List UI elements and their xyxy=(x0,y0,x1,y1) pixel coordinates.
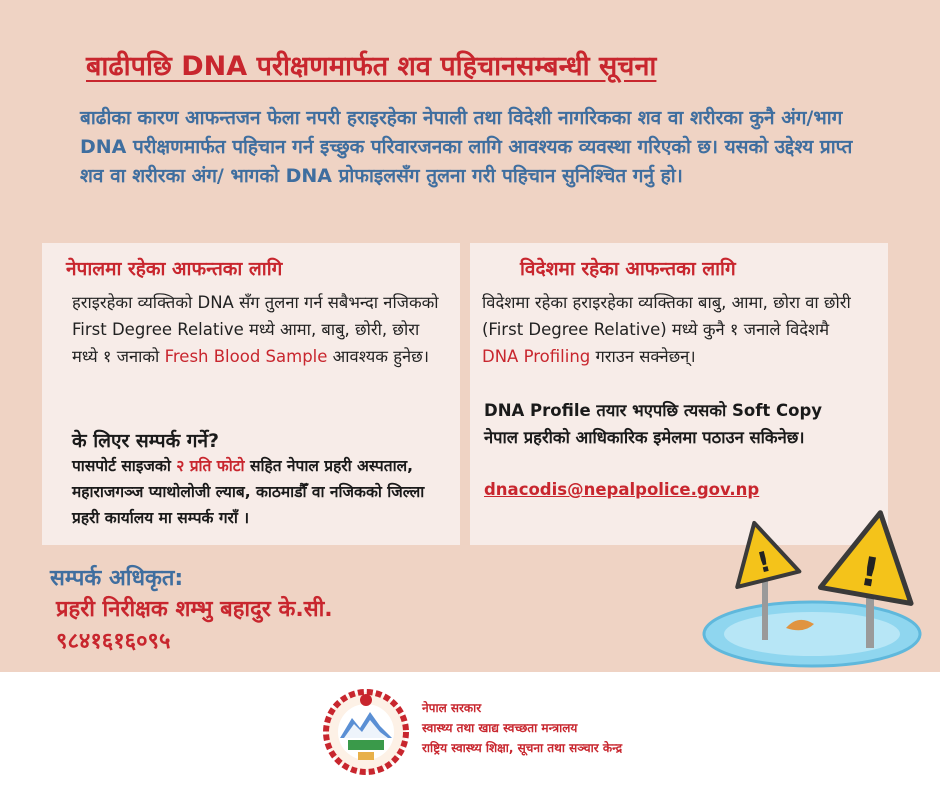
footer-ministry: स्वास्थ्य तथा खाद्य स्वच्छता मन्त्रालय xyxy=(422,721,578,735)
contact-label: सम्पर्क अधिकृत: xyxy=(50,566,184,591)
nepal-text-end: आवश्यक हुनेछ। xyxy=(327,347,429,366)
photo-highlight: २ प्रति फोटो xyxy=(176,457,245,475)
contact-name: प्रहरी निरीक्षक शम्भु बहादुर के.सी. xyxy=(56,597,333,622)
nepal-text-part: हराइरहेका व्यक्तिको DNA सँग तुलना गर्न सबैभन्दा नजिकको First Degree Relative मध्ये आमा, बाबु, छोरी, छोरा मध्ये १ जनाको xyxy=(72,293,439,366)
abroad-text-part: विदेशमा रहेका हराइरहेका व्यक्तिका बाबु, आमा, छोरा वा छोरी (First Degree Relative) मध्ये कुनै १ जनाले विदेशमै xyxy=(482,293,851,339)
contact-officer xyxy=(56,594,333,658)
bring-text-end: सहित नेपाल प्रहरी अस्पताल, महाराजगञ्ज प्याथोलोजी ल्याब, काठमाडौँ वा नजिकको जिल्ला प्रहरी कार्यालय मा सम्पर्क गराँ । xyxy=(72,457,425,527)
nepal-relatives-box xyxy=(42,243,460,545)
nepal-emblem-icon xyxy=(318,682,414,778)
bring-text-part: पासपोर्ट साइजको xyxy=(72,457,177,475)
abroad-text-end: गराउन सक्नेछन्। xyxy=(590,347,696,366)
what-to-bring-text xyxy=(72,453,452,531)
footer-gov: नेपाल सरकार xyxy=(422,701,482,715)
contact-phone: ९८४१६१६०९५ xyxy=(56,629,171,654)
svg-text:!: ! xyxy=(856,548,883,598)
abroad-box-text xyxy=(482,289,862,370)
svg-text:!: ! xyxy=(753,544,775,580)
page-title: बाढीपछि DNA परीक्षणमार्फत शव पहिचानसम्बन्धी सूचना xyxy=(86,51,657,82)
footer xyxy=(0,672,940,788)
nepal-box-title: नेपालमा रहेका आफन्तका लागि xyxy=(66,258,283,280)
footer-centre: राष्ट्रिय स्वास्थ्य शिक्षा, सूचना तथा सञ्चार केन्द्र xyxy=(422,741,623,755)
nepal-box-text xyxy=(72,289,444,370)
dna-profiling-highlight: DNA Profiling xyxy=(482,347,591,366)
fresh-blood-highlight: Fresh Blood Sample xyxy=(164,347,328,366)
footer-text xyxy=(422,698,622,758)
soft-copy-text: DNA Profile तयार भएपछि त्यसको Soft Copy नेपाल प्रहरीको आधिकारिक इमेलमा पठाउन सकिनेछ। xyxy=(484,401,823,447)
what-to-bring-heading: के लिएर सम्पर्क गर्ने? xyxy=(72,430,220,452)
intro-paragraph: बाढीका कारण आफन्तजन फेला नपरी हराइरहेका नेपाली तथा विदेशी नागरिकका शव वा शरीरका कुनै अंग/भाग DNA परीक्षणमार्फत पहिचान गर्न इच्छुक परिवारजनका लागि आवश्यक व्यवस्था गरिएको छ। यसको उद्देश्य प्राप्त शव वा शरीरका अंग/ भागको DNA प्रोफाइलसँग तुलना गरी पहिचान सुनिश्चित गर्नु हो। xyxy=(80,107,853,187)
email-link[interactable]: dnacodis@nepalpolice.gov.np xyxy=(484,480,760,499)
abroad-box-title: विदेशमा रहेका आफन्तका लागि xyxy=(520,258,736,280)
warning-signs-icon xyxy=(700,500,932,668)
